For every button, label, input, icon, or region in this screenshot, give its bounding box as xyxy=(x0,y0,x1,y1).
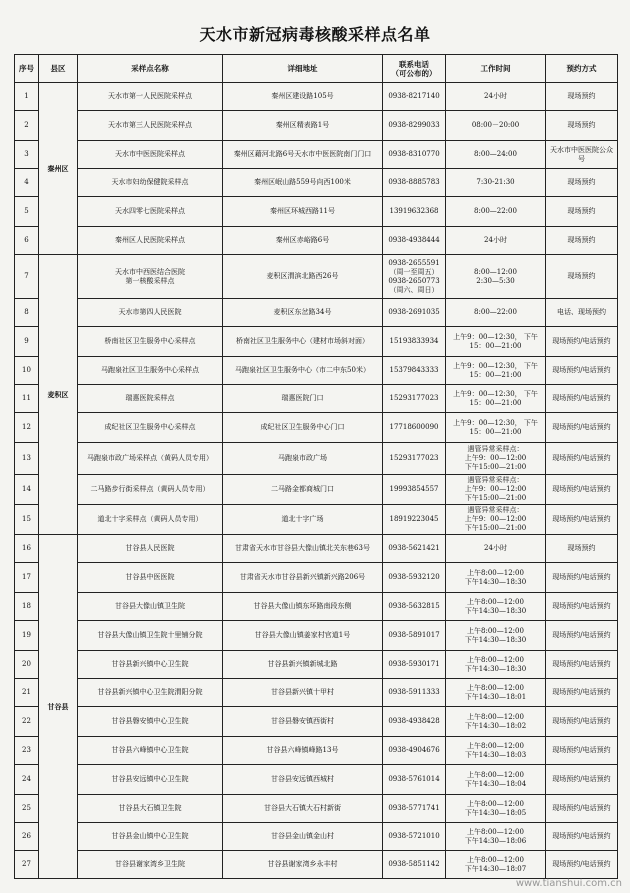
cell-hours: 上午8:00—12:00 下午14:30—18:30 xyxy=(446,621,546,651)
cell-method: 现场预约/电话预约 xyxy=(546,357,618,385)
cell-method: 天水市中医医院公众号 xyxy=(546,141,618,169)
cell-name: 甘谷县大像山镇卫生院 xyxy=(78,593,223,621)
cell-hours: 上午8:00—12:00 下午14:30—18:30 xyxy=(446,563,546,593)
cell-phone: 0938-5771741 xyxy=(383,795,446,823)
watermark: www.tianshui.com.cn xyxy=(515,878,622,889)
table-row xyxy=(15,413,618,443)
cell-method: 现场预约 xyxy=(546,535,618,563)
table-row xyxy=(15,169,618,197)
cell-method: 现场预约 xyxy=(546,227,618,255)
cell-method: 现场预约/电话预约 xyxy=(546,385,618,413)
table-row xyxy=(15,83,618,111)
cell-hours: 上午9：00—12:30， 下午 15：00—21:00 xyxy=(446,385,546,413)
cell-seq: 26 xyxy=(15,823,39,851)
cell-hours: 上午8:00—12:00 下午14:30—18:07 xyxy=(446,851,546,879)
cell-hours: 上午8:00—12:00 下午14:30—18:05 xyxy=(446,795,546,823)
cell-address: 马跑泉社区卫生服务中心（市二中东50米） xyxy=(223,357,383,385)
table-row xyxy=(15,255,618,299)
cell-hours: 24小时 xyxy=(446,535,546,563)
cell-name: 瑞惠医院采样点 xyxy=(78,385,223,413)
cell-address: 麦积区东岔路34号 xyxy=(223,299,383,327)
cell-county: 甘谷县 xyxy=(39,535,78,879)
cell-address: 甘谷县安远镇西城村 xyxy=(223,765,383,795)
cell-name: 甘谷县大石镇卫生院 xyxy=(78,795,223,823)
cell-seq: 16 xyxy=(15,535,39,563)
cell-method: 现场预约/电话预约 xyxy=(546,795,618,823)
cell-phone: 0938-4904676 xyxy=(383,737,446,765)
cell-address: 秦州区藉河北路6号天水市中医医院南门门口 xyxy=(223,141,383,169)
cell-method: 现场预约/电话预约 xyxy=(546,443,618,475)
cell-method: 现场预约/电话预约 xyxy=(546,737,618,765)
cell-address: 二马路金都商城门口 xyxy=(223,475,383,505)
cell-name: 马跑泉社区卫生服务中心采样点 xyxy=(78,357,223,385)
table-row xyxy=(15,535,618,563)
cell-name: 天水市第四人民医院 xyxy=(78,299,223,327)
cell-name: 甘谷县人民医院 xyxy=(78,535,223,563)
cell-method: 电话、现场预约 xyxy=(546,299,618,327)
table-row xyxy=(15,141,618,169)
cell-name: 桥南社区卫生服务中心采样点 xyxy=(78,327,223,357)
header-hours: 工作时间 xyxy=(446,55,546,83)
cell-hours: 上午8:00—12:00 下午14:30—18:02 xyxy=(446,707,546,737)
table-row xyxy=(15,111,618,141)
table-row xyxy=(15,795,618,823)
cell-method: 现场预约/电话预约 xyxy=(546,505,618,535)
cell-address: 甘谷县大石镇大石村新街 xyxy=(223,795,383,823)
cell-name: 天水市妇幼保健院采样点 xyxy=(78,169,223,197)
cell-county: 秦州区 xyxy=(39,83,78,255)
cell-seq: 24 xyxy=(15,765,39,795)
cell-phone: 15293177023 xyxy=(383,443,446,475)
table-row xyxy=(15,357,618,385)
cell-seq: 10 xyxy=(15,357,39,385)
cell-hours: 遇管异常采样点： 上午9：00—12:00 下午15:00—21:00 xyxy=(446,475,546,505)
table-row xyxy=(15,227,618,255)
cell-name: 秦州区人民医院采样点 xyxy=(78,227,223,255)
cell-name: 甘谷县安远镇中心卫生院 xyxy=(78,765,223,795)
cell-seq: 22 xyxy=(15,707,39,737)
cell-address: 甘谷县金山镇金山村 xyxy=(223,823,383,851)
table-row xyxy=(15,593,618,621)
cell-address: 甘谷县谢家湾乡永丰村 xyxy=(223,851,383,879)
table-row xyxy=(15,679,618,707)
cell-method: 现场预约/电话预约 xyxy=(546,679,618,707)
cell-address: 道北十字广场 xyxy=(223,505,383,535)
table-header-row xyxy=(15,55,618,83)
cell-hours: 上午9：00—12:30， 下午 15：00—21:00 xyxy=(446,357,546,385)
table-row xyxy=(15,563,618,593)
cell-method: 现场预约 xyxy=(546,83,618,111)
cell-name: 二马路步行街采样点（黄码人员专用） xyxy=(78,475,223,505)
cell-phone: 19993854557 xyxy=(383,475,446,505)
cell-seq: 6 xyxy=(15,227,39,255)
cell-method: 现场预约 xyxy=(546,111,618,141)
header-method: 预约方式 xyxy=(546,55,618,83)
cell-seq: 8 xyxy=(15,299,39,327)
cell-name: 天水市第一人民医院采样点 xyxy=(78,83,223,111)
cell-hours: 上午8:00—12:00 下午14:30—18:03 xyxy=(446,737,546,765)
cell-address: 桥南社区卫生服务中心（建材市场斜对面） xyxy=(223,327,383,357)
cell-seq: 11 xyxy=(15,385,39,413)
cell-phone: 0938-5632815 xyxy=(383,593,446,621)
cell-phone: 15193833934 xyxy=(383,327,446,357)
cell-seq: 23 xyxy=(15,737,39,765)
cell-method: 现场预约/电话预约 xyxy=(546,707,618,737)
cell-phone: 0938-5932120 xyxy=(383,563,446,593)
cell-county: 麦积区 xyxy=(39,255,78,535)
cell-address: 秦州区建设路105号 xyxy=(223,83,383,111)
cell-phone: 0938-2655591 （周一至周五） 0938-2650773 （周六、周日） xyxy=(383,255,446,299)
cell-phone: 0938-5930171 xyxy=(383,651,446,679)
table-row xyxy=(15,475,618,505)
cell-address: 瑞惠医院门口 xyxy=(223,385,383,413)
cell-address: 马跑泉市政广场 xyxy=(223,443,383,475)
cell-phone: 0938-8885783 xyxy=(383,169,446,197)
cell-address: 甘肃省天水市甘谷县新兴镇新兴路206号 xyxy=(223,563,383,593)
cell-phone: 0938-5851142 xyxy=(383,851,446,879)
cell-address: 秦州区环城西路11号 xyxy=(223,197,383,227)
cell-phone: 0938-8310770 xyxy=(383,141,446,169)
table-row xyxy=(15,327,618,357)
cell-address: 甘谷县磐安镇西街村 xyxy=(223,707,383,737)
cell-phone: 0938-5761014 xyxy=(383,765,446,795)
cell-phone: 0938-4938444 xyxy=(383,227,446,255)
cell-address: 秦州区精表路1号 xyxy=(223,111,383,141)
cell-name: 甘谷县磐安镇中心卫生院 xyxy=(78,707,223,737)
cell-hours: 遇管异常采样点： 上午9：00—12:00 下午15:00—21:00 xyxy=(446,505,546,535)
cell-name: 马跑泉市政广场采样点（黄码人员专用） xyxy=(78,443,223,475)
cell-hours: 上午8:00—12:00 下午14:30—18:30 xyxy=(446,651,546,679)
cell-hours: 8:00—24:00 xyxy=(446,141,546,169)
cell-seq: 2 xyxy=(15,111,39,141)
page-title: 天水市新冠病毒核酸采样点名单 xyxy=(199,25,431,44)
header-phone: 联系电话 （可公布的） xyxy=(383,55,446,83)
cell-method: 现场预约/电话预约 xyxy=(546,823,618,851)
cell-name: 成纪社区卫生服务中心采样点 xyxy=(78,413,223,443)
cell-name: 甘谷县金山镇中心卫生院 xyxy=(78,823,223,851)
cell-name: 甘谷县新兴镇中心卫生院渭阳分院 xyxy=(78,679,223,707)
cell-phone: 17718600090 xyxy=(383,413,446,443)
cell-phone: 15293177023 xyxy=(383,385,446,413)
cell-hours: 24小时 xyxy=(446,227,546,255)
cell-seq: 1 xyxy=(15,83,39,111)
cell-seq: 14 xyxy=(15,475,39,505)
cell-hours: 上午9：00—12:30， 下午 15：00—21:00 xyxy=(446,413,546,443)
cell-hours: 8:00—12:00 2:30—5:30 xyxy=(446,255,546,299)
cell-method: 现场预约 xyxy=(546,255,618,299)
cell-method: 现场预约/电话预约 xyxy=(546,621,618,651)
cell-seq: 9 xyxy=(15,327,39,357)
table-row xyxy=(15,385,618,413)
cell-name: 天水市中西医结合医院 第一核酸采样点 xyxy=(78,255,223,299)
cell-seq: 25 xyxy=(15,795,39,823)
cell-phone: 0938-5891017 xyxy=(383,621,446,651)
cell-seq: 7 xyxy=(15,255,39,299)
cell-name: 甘谷县谢家湾乡卫生院 xyxy=(78,851,223,879)
cell-name: 天水市中医医院采样点 xyxy=(78,141,223,169)
cell-hours: 7:30-21:30 xyxy=(446,169,546,197)
cell-phone: 0938-5721010 xyxy=(383,823,446,851)
cell-seq: 5 xyxy=(15,197,39,227)
cell-phone: 0938-4938428 xyxy=(383,707,446,737)
table-row xyxy=(15,765,618,795)
header-name: 采样点名称 xyxy=(78,55,223,83)
cell-phone: 0938-8299033 xyxy=(383,111,446,141)
cell-address: 成纪社区卫生服务中心门口 xyxy=(223,413,383,443)
cell-address: 秦州区岷山路559号向西100米 xyxy=(223,169,383,197)
cell-phone: 0938-5911333 xyxy=(383,679,446,707)
cell-phone: 0938-5621421 xyxy=(383,535,446,563)
cell-phone: 0938-8217140 xyxy=(383,83,446,111)
cell-hours: 遇管异常采样点： 上午9：00—12:00 下午15:00—21:00 xyxy=(446,443,546,475)
cell-seq: 20 xyxy=(15,651,39,679)
cell-hours: 上午8:00—12:00 下午14:30—18:01 xyxy=(446,679,546,707)
table-row xyxy=(15,823,618,851)
cell-phone: 13919632368 xyxy=(383,197,446,227)
header-address: 详细地址 xyxy=(223,55,383,83)
cell-hours: 8:00—22:00 xyxy=(446,197,546,227)
cell-seq: 27 xyxy=(15,851,39,879)
cell-method: 现场预约/电话预约 xyxy=(546,765,618,795)
cell-seq: 12 xyxy=(15,413,39,443)
cell-hours: 24小时 xyxy=(446,83,546,111)
header-seq: 序号 xyxy=(15,55,39,83)
cell-address: 甘谷县新兴镇新城北路 xyxy=(223,651,383,679)
cell-seq: 3 xyxy=(15,141,39,169)
cell-name: 天水市第三人民医院采样点 xyxy=(78,111,223,141)
cell-address: 甘谷县新兴镇十甲村 xyxy=(223,679,383,707)
table-row xyxy=(15,707,618,737)
table-row xyxy=(15,197,618,227)
cell-name: 甘谷县新兴镇中心卫生院 xyxy=(78,651,223,679)
table-row xyxy=(15,443,618,475)
table-row xyxy=(15,851,618,879)
cell-phone: 18919223045 xyxy=(383,505,446,535)
cell-seq: 19 xyxy=(15,621,39,651)
cell-method: 现场预约/电话预约 xyxy=(546,593,618,621)
header-county: 县区 xyxy=(39,55,78,83)
cell-address: 甘肃省天水市甘谷县大像山镇北关东巷63号 xyxy=(223,535,383,563)
cell-seq: 4 xyxy=(15,169,39,197)
cell-hours: 上午9：00—12:30， 下午 15：00—21:00 xyxy=(446,327,546,357)
cell-phone: 15379843333 xyxy=(383,357,446,385)
cell-seq: 15 xyxy=(15,505,39,535)
cell-method: 现场预约/电话预约 xyxy=(546,413,618,443)
cell-hours: 上午8:00—12:00 下午14:30—18:06 xyxy=(446,823,546,851)
cell-address: 甘谷县大像山镇东环路南段东侧 xyxy=(223,593,383,621)
cell-name: 甘谷县六峰镇中心卫生院 xyxy=(78,737,223,765)
cell-name: 甘谷县大像山镇卫生院十里铺分院 xyxy=(78,621,223,651)
cell-name: 天水四零七医院采样点 xyxy=(78,197,223,227)
cell-seq: 13 xyxy=(15,443,39,475)
cell-seq: 17 xyxy=(15,563,39,593)
cell-name: 甘谷县中医医院 xyxy=(78,563,223,593)
cell-phone: 0938-2691035 xyxy=(383,299,446,327)
cell-method: 现场预约 xyxy=(546,169,618,197)
cell-method: 现场预约 xyxy=(546,197,618,227)
cell-address: 甘谷县大像山镇姜家村官道1号 xyxy=(223,621,383,651)
cell-method: 现场预约/电话预约 xyxy=(546,475,618,505)
cell-name: 道北十字采样点（黄码人员专用） xyxy=(78,505,223,535)
table-row xyxy=(15,621,618,651)
cell-address: 秦州区赤峪路6号 xyxy=(223,227,383,255)
cell-method: 现场预约/电话预约 xyxy=(546,851,618,879)
cell-hours: 上午8:00—12:00 下午14:30—18:04 xyxy=(446,765,546,795)
table-row xyxy=(15,737,618,765)
sampling-sites-table xyxy=(14,54,618,879)
cell-method: 现场预约/电话预约 xyxy=(546,563,618,593)
cell-method: 现场预约/电话预约 xyxy=(546,327,618,357)
cell-seq: 18 xyxy=(15,593,39,621)
cell-method: 现场预约/电话预约 xyxy=(546,651,618,679)
table-row xyxy=(15,299,618,327)
cell-seq: 21 xyxy=(15,679,39,707)
cell-hours: 上午8:00—12:00 下午14:30—18:30 xyxy=(446,593,546,621)
cell-hours: 8:00—22:00 xyxy=(446,299,546,327)
cell-address: 麦积区渭滨北路西26号 xyxy=(223,255,383,299)
cell-address: 甘谷县六峰镇峰路13号 xyxy=(223,737,383,765)
cell-hours: 08:00－20:00 xyxy=(446,111,546,141)
table-row xyxy=(15,505,618,535)
table-row xyxy=(15,651,618,679)
